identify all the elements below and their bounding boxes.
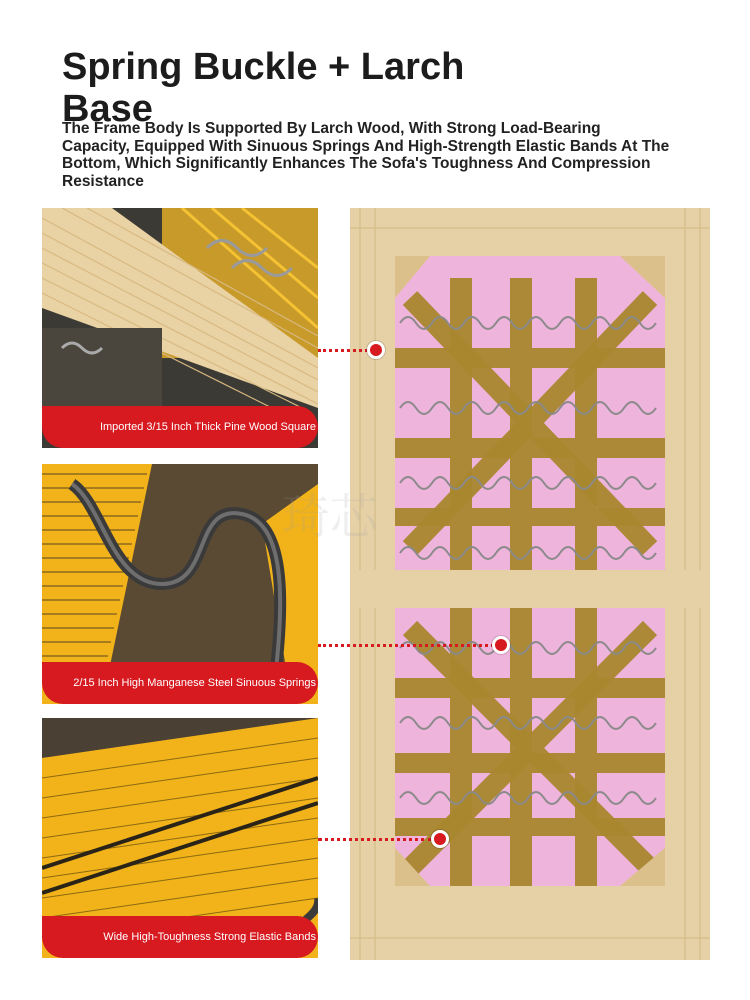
page-title: Spring Buckle + Larch Base [62, 46, 465, 130]
sofa-base-frame [350, 208, 710, 960]
spring-panel [42, 464, 318, 704]
feature-label-elastic-bands [42, 916, 318, 958]
pine-wood-panel [42, 208, 318, 448]
larch-frame-photo [350, 208, 710, 960]
description-text: The Frame Body Is Supported By Larch Wood, With Strong Load-Bearing Capacity, Equipped With Sinuous Springs And High-Strength Elastic Bands At The Bottom, Which Significantly Enhances The Sofa's Toughness And Compression Resistance [62, 120, 670, 190]
callout-dot-2 [492, 636, 510, 654]
callout-dot-3 [431, 830, 449, 848]
callout-line-2 [318, 644, 494, 647]
feature-label-text: 2/15 Inch High Manganese Steel Sinuous Springs [73, 677, 316, 689]
feature-label-pine-wood [42, 406, 318, 448]
feature-label-text: Imported 3/15 Inch Thick Pine Wood Square [99, 421, 316, 433]
callout-line-3 [318, 838, 432, 841]
feature-label-text: Wide High-Toughness Strong Elastic Bands [103, 931, 316, 943]
callout-line-1 [318, 349, 368, 352]
elastic-band-panel [42, 718, 318, 958]
watermark: 琦芯 [282, 489, 379, 545]
callout-dot-1 [367, 341, 385, 359]
feature-label-springs [42, 662, 318, 704]
